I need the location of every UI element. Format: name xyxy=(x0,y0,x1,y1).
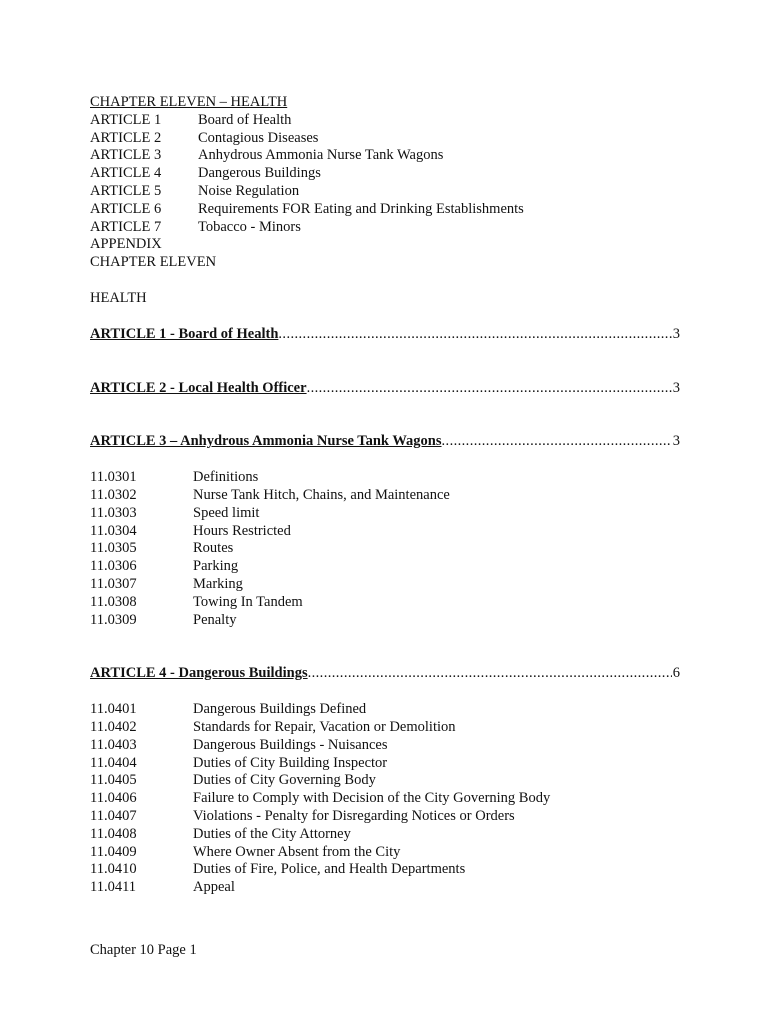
section-title: Standards for Repair, Vacation or Demolition xyxy=(193,718,456,735)
section-number: 11.0303 xyxy=(90,504,137,521)
section-item xyxy=(90,505,680,523)
section-item xyxy=(90,558,680,576)
article-2-heading xyxy=(90,380,680,398)
section-title: Hours Restricted xyxy=(193,522,291,539)
section-title: Duties of Fire, Police, and Health Departments xyxy=(193,861,466,878)
section-number: 11.0409 xyxy=(90,843,137,860)
section-number: 11.0406 xyxy=(90,790,137,807)
section-number: 11.0410 xyxy=(90,861,137,878)
article-number: ARTICLE 6 xyxy=(90,200,162,217)
article-number: ARTICLE 5 xyxy=(90,182,162,199)
section-number: 11.0407 xyxy=(90,807,137,824)
article-4-page: 6 xyxy=(672,665,680,682)
section-title: Duties of City Building Inspector xyxy=(193,754,388,771)
article-title: Anhydrous Ammonia Nurse Tank Wagons xyxy=(198,147,444,164)
article-list xyxy=(90,112,680,237)
section-number: 11.0307 xyxy=(90,575,137,592)
article-title: Board of Health xyxy=(198,111,292,128)
section-number: 11.0401 xyxy=(90,701,137,718)
appendix-line: APPENDIX xyxy=(90,236,162,253)
section-number: 11.0404 xyxy=(90,754,137,771)
article-list-item xyxy=(90,219,680,237)
article-title: Tobacco - Minors xyxy=(198,218,301,235)
chapter-line: CHAPTER ELEVEN xyxy=(90,254,217,271)
section-item xyxy=(90,808,680,826)
article-4-sections xyxy=(90,701,680,897)
article-2-page: 3 xyxy=(672,379,680,396)
article-4-heading xyxy=(90,665,680,683)
section-number: 11.0403 xyxy=(90,736,137,753)
section-item xyxy=(90,772,680,790)
article-title: Contagious Diseases xyxy=(198,129,319,146)
article-list-item xyxy=(90,147,680,165)
section-number: 11.0408 xyxy=(90,825,137,842)
section-number: 11.0306 xyxy=(90,558,137,575)
section-title: Duties of the City Attorney xyxy=(193,825,351,842)
page-footer: Chapter 10 Page 1 xyxy=(90,942,197,958)
chapter-heading: CHAPTER ELEVEN – HEALTH xyxy=(90,94,288,110)
section-item xyxy=(90,469,680,487)
dot-leader xyxy=(442,433,672,451)
section-number: 11.0411 xyxy=(90,879,137,896)
section-title: Routes xyxy=(193,540,234,557)
section-number: 11.0301 xyxy=(90,469,137,486)
section-item xyxy=(90,861,680,879)
section-number: 11.0305 xyxy=(90,540,137,557)
dot-leader xyxy=(307,380,672,398)
section-item xyxy=(90,523,680,541)
health-line: HEALTH xyxy=(90,289,147,306)
section-title: Penalty xyxy=(193,611,237,628)
document-page xyxy=(90,94,680,897)
article-3-page: 3 xyxy=(672,433,680,450)
article-4-title: ARTICLE 4 - Dangerous Buildings xyxy=(90,665,308,682)
section-title: Marking xyxy=(193,575,243,592)
section-title: Where Owner Absent from the City xyxy=(193,843,401,860)
section-title: Towing In Tandem xyxy=(193,593,303,610)
article-number: ARTICLE 7 xyxy=(90,218,162,235)
section-item xyxy=(90,487,680,505)
section-item xyxy=(90,755,680,773)
section-number: 11.0309 xyxy=(90,611,137,628)
article-3-sections xyxy=(90,469,680,629)
article-1-title: ARTICLE 1 - Board of Health xyxy=(90,325,279,342)
section-title: Speed limit xyxy=(193,504,260,521)
section-title: Duties of City Governing Body xyxy=(193,772,376,789)
section-number: 11.0308 xyxy=(90,593,137,610)
section-item xyxy=(90,737,680,755)
article-number: ARTICLE 4 xyxy=(90,165,162,182)
dot-leader xyxy=(308,665,672,683)
section-number: 11.0302 xyxy=(90,486,137,503)
article-3-heading xyxy=(90,433,680,451)
section-title: Definitions xyxy=(193,469,259,486)
section-item xyxy=(90,576,680,594)
section-item xyxy=(90,540,680,558)
section-title: Appeal xyxy=(193,879,235,896)
section-item xyxy=(90,790,680,808)
section-item xyxy=(90,826,680,844)
article-title: Noise Regulation xyxy=(198,182,300,199)
section-title: Nurse Tank Hitch, Chains, and Maintenance xyxy=(193,486,450,503)
section-title: Parking xyxy=(193,558,239,575)
section-item xyxy=(90,594,680,612)
section-item xyxy=(90,719,680,737)
section-title: Violations - Penalty for Disregarding Notices or Orders xyxy=(193,807,515,824)
article-1-heading xyxy=(90,326,680,344)
article-list-item xyxy=(90,201,680,219)
section-item xyxy=(90,844,680,862)
section-title: Failure to Comply with Decision of the City Governing Body xyxy=(193,790,551,807)
article-list-item xyxy=(90,183,680,201)
section-title: Dangerous Buildings - Nuisances xyxy=(193,736,388,753)
article-title: Dangerous Buildings xyxy=(198,165,321,182)
section-number: 11.0405 xyxy=(90,772,137,789)
section-number: 11.0402 xyxy=(90,718,137,735)
article-number: ARTICLE 3 xyxy=(90,147,162,164)
article-3-title: ARTICLE 3 – Anhydrous Ammonia Nurse Tank Wagons xyxy=(90,433,442,450)
article-list-item xyxy=(90,165,680,183)
section-title: Dangerous Buildings Defined xyxy=(193,701,367,718)
article-number: ARTICLE 2 xyxy=(90,129,162,146)
article-title: Requirements FOR Eating and Drinking Establishments xyxy=(198,200,524,217)
section-item xyxy=(90,879,680,897)
section-number: 11.0304 xyxy=(90,522,137,539)
dot-leader xyxy=(278,326,671,344)
section-item xyxy=(90,701,680,719)
section-item xyxy=(90,612,680,630)
article-list-item xyxy=(90,112,680,130)
article-number: ARTICLE 1 xyxy=(90,111,162,128)
article-2-title: ARTICLE 2 - Local Health Officer xyxy=(90,379,307,396)
article-1-page: 3 xyxy=(672,325,680,342)
article-list-item xyxy=(90,130,680,148)
